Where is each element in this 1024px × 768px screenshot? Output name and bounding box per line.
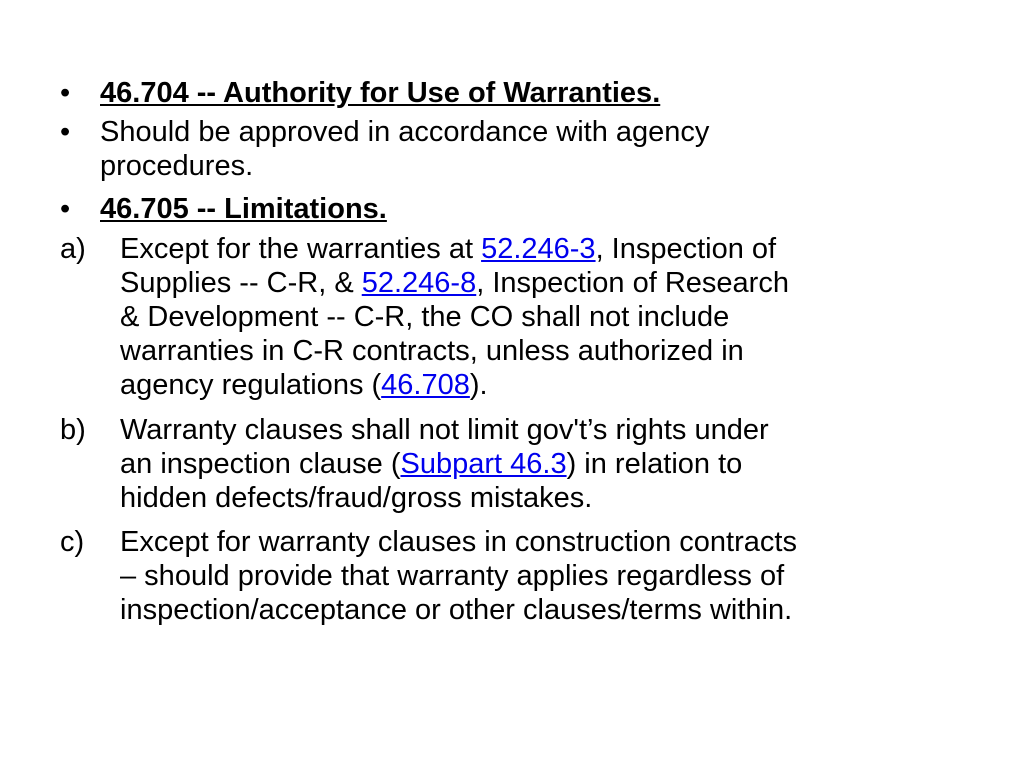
text-line — [120, 232, 789, 266]
text-segment: ). — [469, 369, 488, 401]
text-line: – should provide that warranty applies regardless of — [120, 560, 785, 592]
bullet-marker: • — [60, 116, 71, 148]
link-subpart-46-3[interactable]: Subpart 46.3 — [400, 448, 567, 480]
link-52-246-8[interactable]: 52.246-8 — [361, 267, 477, 299]
text-line: Warranty clauses shall not limit gov't’s rights under — [120, 414, 769, 446]
text-segment: Except for the warranties at — [120, 233, 482, 265]
text-segment: ) in relation to — [566, 448, 743, 480]
link-46-708[interactable]: 46.708 — [381, 369, 470, 401]
bullet-marker: • — [60, 77, 71, 109]
item-c-text — [120, 525, 797, 627]
text-line: procedures. — [100, 150, 254, 182]
text-line: warranties in C-R contracts, unless authorized in — [120, 335, 744, 367]
letter-marker: a) — [60, 233, 86, 265]
text-segment: , Inspection of Research — [476, 267, 789, 299]
text-line: Should be approved in accordance with agency — [100, 116, 710, 148]
heading-46-704: 46.704 -- Authority for Use of Warranties. — [100, 77, 661, 109]
heading-46-705: 46.705 -- Limitations. — [100, 193, 387, 225]
text-segment: an inspection clause ( — [120, 448, 401, 480]
text-line: & Development -- C-R, the CO shall not include — [120, 301, 730, 333]
letter-marker: b) — [60, 414, 86, 446]
item-b-text — [120, 413, 769, 515]
text-line: Except for warranty clauses in construction contracts — [120, 526, 797, 558]
text-segment: , Inspection of — [595, 233, 777, 265]
text-line: inspection/acceptance or other clauses/terms within. — [120, 594, 793, 626]
text-segment: Supplies -- C-R, & — [120, 267, 362, 299]
text-line — [120, 368, 789, 402]
text-line — [120, 266, 789, 300]
text-segment: agency regulations ( — [120, 369, 382, 401]
letter-marker: c) — [60, 526, 85, 558]
item-a-text — [120, 232, 789, 402]
link-52-246-3[interactable]: 52.246-3 — [481, 233, 596, 265]
text-line: hidden defects/fraud/gross mistakes. — [120, 482, 593, 514]
text-line — [120, 447, 769, 481]
bullet-marker: • — [60, 193, 71, 225]
approval-text — [100, 115, 709, 183]
